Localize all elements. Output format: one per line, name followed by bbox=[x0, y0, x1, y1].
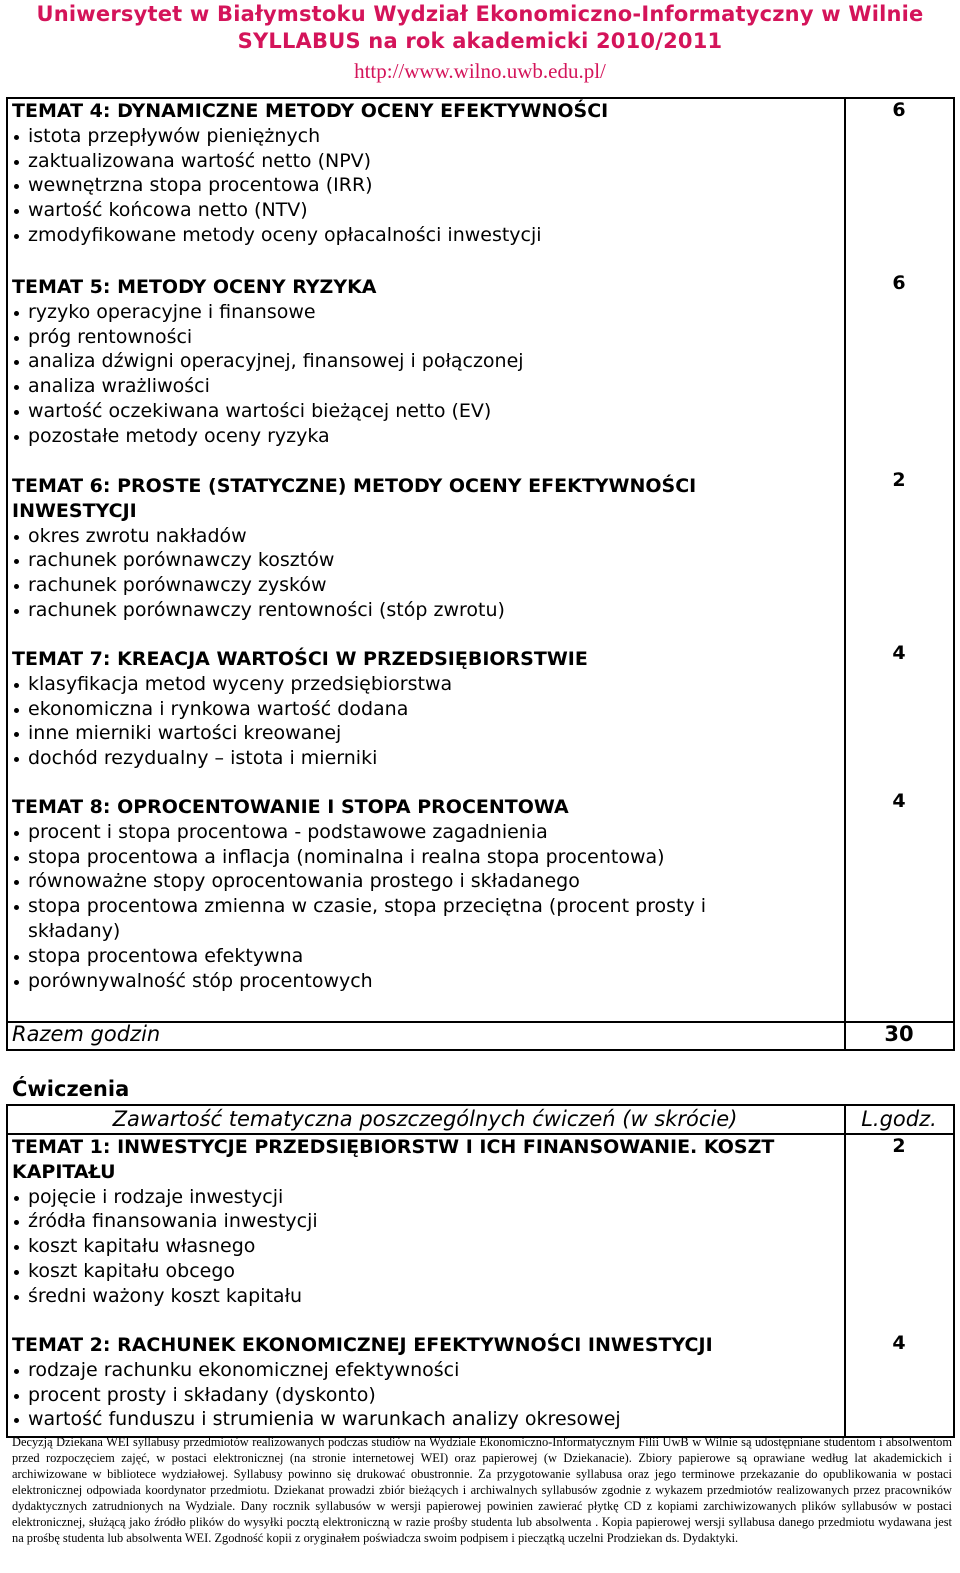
list-item: ekonomiczna i rynkowa wartość dodana bbox=[12, 697, 832, 722]
topic-8 bbox=[12, 795, 772, 993]
list-item: ryzyko operacyjne i finansowe bbox=[12, 300, 832, 325]
topic-title: TEMAT 5: METODY OCENY RYZYKA bbox=[12, 276, 377, 298]
list-item: koszt kapitału obcego bbox=[12, 1259, 802, 1284]
list-item: procent prosty i składany (dyskonto) bbox=[12, 1383, 832, 1408]
syllabus-year-header: SYLLABUS na rok akademicki 2010/2011 bbox=[237, 29, 723, 53]
topic-items bbox=[12, 1358, 832, 1432]
topic-4 bbox=[12, 99, 832, 248]
website-url[interactable]: http://www.wilno.uwb.edu.pl/ bbox=[354, 59, 606, 83]
list-item: wartość oczekiwana wartości bieżącej netto (EV) bbox=[12, 399, 832, 424]
topic-5 bbox=[12, 275, 832, 449]
exercise-topic-2 bbox=[12, 1333, 832, 1432]
topic-items bbox=[12, 820, 772, 994]
list-item: porównywalność stóp procentowych bbox=[12, 969, 772, 994]
topic-title: TEMAT 7: KREACJA WARTOŚCI W PRZEDSIĘBIORSTWIE bbox=[12, 648, 588, 670]
topic-title: TEMAT 8: OPROCENTOWANIE I STOPA PROCENTOWA bbox=[12, 796, 569, 818]
topic-items bbox=[12, 300, 832, 449]
total-label: Razem godzin bbox=[12, 1022, 161, 1046]
footer-note: Decyzją Dziekana WEI syllabusy przedmiotów realizowanych podczas studiów na Wydziale Ekonomiczno-Informatycznym Filii UwB w Wilnie są udostępniane studentom i absolwentom przed rozpoczęciem zajęć, w postaci elektronicznej (na stronie internetowej WEI) oraz papierowej (w Dziekanacie). Zbiory papierowe są oprawiane według lat akademickich i archiwizowane w bibliotece wydziałowej. Syllabusy powinno się drukować obustronnie. Za przygotowanie syllabusa oraz jego terminowe przekazanie do opublikowania w postaci elektronicznej odpowiada koordynator przedmiotu. Dziekanat prowadzi zbiór bieżących i archiwalnych syllabusów zgodnie z wykazem przedmiotów realizowanych przez pracowników dydaktycznych zatrudnionych na Wydziale. Dany rocznik syllabusów w wersji papierowej powinien zawierać płytkę CD z kopiami zarchiwizowanych plików syllabusów w postaci elektronicznej, służącą jako źródło plików do wysyłki pocztą elektroniczną w razie prośby studenta lub absolwenta . Kopia papierowej wersji syllabusa danego przedmiotu wydawana jest na prośbę studenta lub absolwenta WEI. Zgodność kopii z oryginałem poświadcza swoim podpisem i pieczątką uczelni Prodziekan ds. Dydaktyki. bbox=[12, 1435, 952, 1545]
topic-hours: 6 bbox=[892, 272, 906, 294]
topic-hours: 4 bbox=[892, 1332, 906, 1354]
topic-title: TEMAT 4: DYNAMICZNE METODY OCENY EFEKTYWNOŚCI bbox=[12, 100, 609, 122]
list-item: analiza dźwigni operacyjnej, finansowej i połączonej bbox=[12, 349, 832, 374]
list-item: wartość funduszu i strumienia w warunkach analizy okresowej bbox=[12, 1407, 832, 1432]
list-item: koszt kapitału własnego bbox=[12, 1234, 802, 1259]
list-item: rachunek porównawczy kosztów bbox=[12, 548, 772, 573]
list-item: inne mierniki wartości kreowanej bbox=[12, 721, 832, 746]
list-item: źródła finansowania inwestycji bbox=[12, 1209, 802, 1234]
topic-hours: 4 bbox=[892, 790, 906, 812]
list-item: stopa procentowa efektywna bbox=[12, 944, 772, 969]
list-item: zaktualizowana wartość netto (NPV) bbox=[12, 149, 832, 174]
topic-items bbox=[12, 524, 772, 623]
list-item: rodzaje rachunku ekonomicznej efektywności bbox=[12, 1358, 832, 1383]
topic-hours: 6 bbox=[892, 99, 906, 121]
list-item: wartość końcowa netto (NTV) bbox=[12, 198, 832, 223]
list-item: okres zwrotu nakładów bbox=[12, 524, 772, 549]
list-item: dochód rezydualny – istota i mierniki bbox=[12, 746, 832, 771]
list-item: średni ważony koszt kapitału bbox=[12, 1284, 802, 1309]
exercise-topic-1 bbox=[12, 1135, 802, 1309]
list-item: analiza wrażliwości bbox=[12, 374, 832, 399]
list-item: stopa procentowa zmienna w czasie, stopa przeciętna (procent prosty i składany) bbox=[12, 894, 772, 944]
list-item: wewnętrzna stopa procentowa (IRR) bbox=[12, 173, 832, 198]
list-item: stopa procentowa a inflacja (nominalna i realna stopa procentowa) bbox=[12, 845, 772, 870]
list-item: rachunek porównawczy rentowności (stóp zwrotu) bbox=[12, 598, 772, 623]
topic-items bbox=[12, 672, 832, 771]
topic-6 bbox=[12, 474, 772, 623]
exercises-hours-header: L.godz. bbox=[861, 1107, 937, 1131]
topic-title: TEMAT 6: PROSTE (STATYCZNE) METODY OCENY EFEKTYWNOŚCI INWESTYCJI bbox=[12, 475, 697, 522]
topic-items bbox=[12, 1185, 802, 1309]
list-item: pojęcie i rodzaje inwestycji bbox=[12, 1185, 802, 1210]
list-item: pozostałe metody oceny ryzyka bbox=[12, 424, 832, 449]
topic-hours: 4 bbox=[892, 642, 906, 664]
topic-items bbox=[12, 124, 832, 248]
topic-hours: 2 bbox=[892, 469, 906, 491]
exercises-content-header: Zawartość tematyczna poszczególnych ćwiczeń (w skrócie) bbox=[112, 1107, 738, 1131]
column-divider bbox=[844, 97, 846, 1051]
list-item: istota przepływów pieniężnych bbox=[12, 124, 832, 149]
topic-title: TEMAT 2: RACHUNEK EKONOMICZNEJ EFEKTYWNOŚCI INWESTYCJI bbox=[12, 1334, 713, 1356]
list-item: klasyfikacja metod wyceny przedsiębiorstwa bbox=[12, 672, 832, 697]
topic-title: TEMAT 1: INWESTYCJE PRZEDSIĘBIORSTW I ICH FINANSOWANIE. KOSZT KAPITAŁU bbox=[12, 1136, 775, 1183]
list-item: rachunek porównawczy zysków bbox=[12, 573, 772, 598]
exercises-section-title: Ćwiczenia bbox=[12, 1077, 130, 1101]
topic-hours: 2 bbox=[892, 1135, 906, 1157]
list-item: zmodyfikowane metody oceny opłacalności inwestycji bbox=[12, 223, 832, 248]
topic-7 bbox=[12, 647, 832, 771]
list-item: równoważne stopy oprocentowania prostego i składanego bbox=[12, 869, 772, 894]
total-hours: 30 bbox=[884, 1022, 914, 1046]
list-item: procent i stopa procentowa - podstawowe zagadnienia bbox=[12, 820, 772, 845]
list-item: próg rentowności bbox=[12, 325, 832, 350]
university-header: Uniwersytet w Białymstoku Wydział Ekonomiczno-Informatyczny w Wilnie bbox=[36, 2, 924, 26]
